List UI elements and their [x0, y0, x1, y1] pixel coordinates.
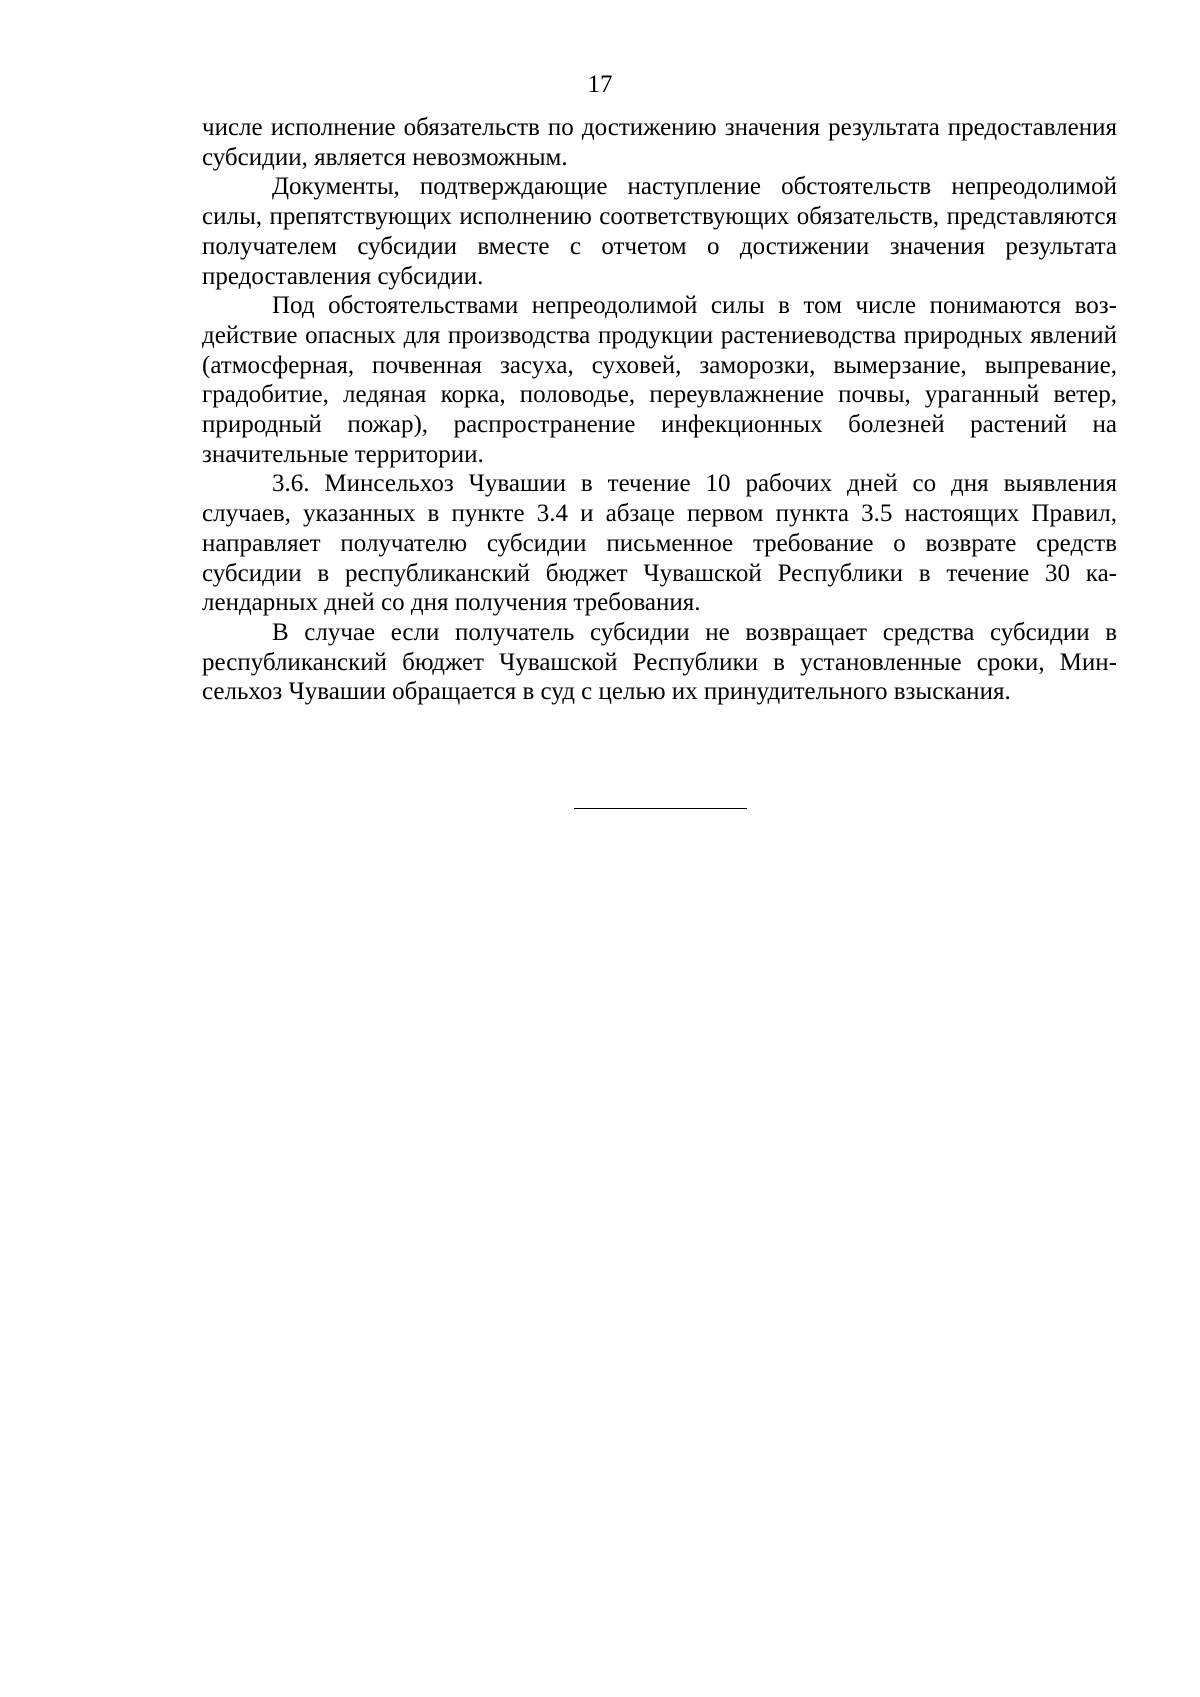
page-number: 17	[587, 71, 613, 98]
end-separator-line	[574, 808, 747, 809]
document-body	[202, 113, 1117, 707]
paragraph-force-majeure-definition: Под обстоятельствами непреодолимой силы в том числе понимаются воздействие опасных для производства продукции растениеводства природных явлений (атмосферная, почвенная засуха, суховей, заморозки, вымерзание, выпревание, градобитие, ледяная корка, половодье, переувлажнение почвы, ураганный ветер, природный пожар), распространение инфекционных болезней растений на значительные территории.	[202, 292, 1117, 468]
paragraph-clause-3-6: 3.6. Минсельхоз Чувашии в течение 10 рабочих дней со дня выявления случаев, указанных в пункте 3.4 и абзаце первом пункта 3.5 настоящих Правил, направляет получателю субсидии письменное требование о возврате средств субсидии в республиканский бюджет Чувашской Республики в течение 30 календарных дней со дня получения требования.	[202, 470, 1117, 617]
paragraph-continuation: числе исполнение обязательств по достижению значения результата предоставления субсидии, является невозможным.	[202, 114, 1117, 171]
paragraph-court-recovery: В случае если получатель субсидии не возвращает средства субсидии в республиканский бюджет Чувашской Республики в установленные сроки, Минсельхоз Чувашии обращается в суд с целью их принудительного взыскания.	[202, 618, 1117, 706]
paragraph-force-majeure-documents: Документы, подтверждающие наступление обстоятельств непреодолимой силы, препятствующих исполнению соответствующих обязательств, представляются получателем субсидии вместе с отчетом о достижении значения результата предоставления субсидии.	[202, 173, 1117, 290]
